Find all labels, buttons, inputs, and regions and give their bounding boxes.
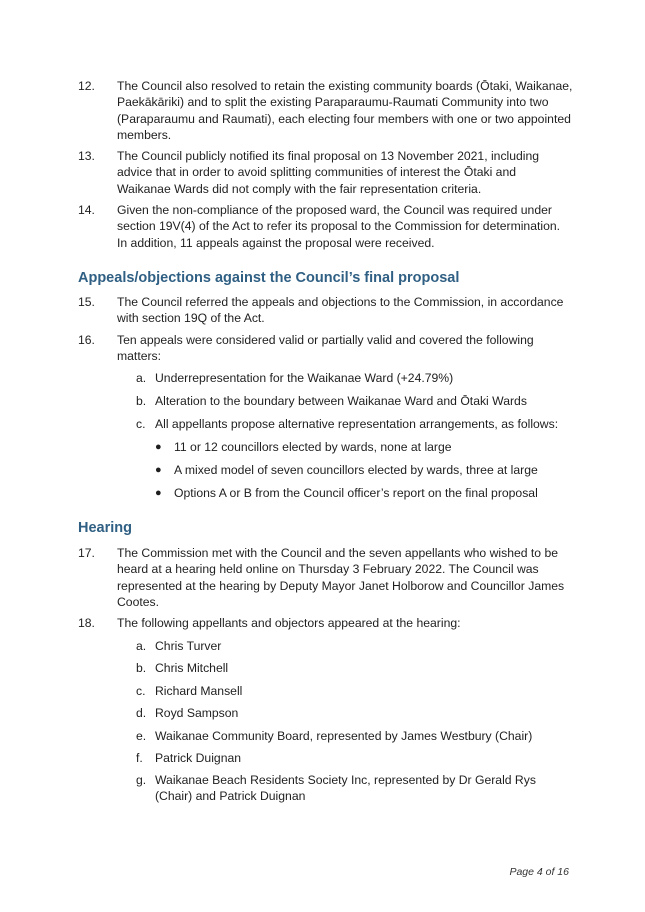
appellant-item: [136, 772, 576, 805]
bullet-text: A mixed model of seven councillors elected by wards, three at large: [174, 463, 538, 477]
list-item: [136, 416, 576, 432]
appellant-item: [136, 683, 576, 699]
paragraph-14: [78, 202, 573, 251]
paragraph-text: The Council referred the appeals and objections to the Commission, in accordance with section 19Q of the Act.: [117, 295, 564, 326]
list-item-label: f.: [136, 751, 143, 765]
appellant-name: Waikanae Community Board, represented by James Westbury (Chair): [155, 729, 533, 743]
paragraph-number: 13.: [78, 149, 95, 163]
list-item-text: Underrepresentation for the Waikanae Ward (+24.79%): [155, 371, 454, 385]
paragraph-number: 18.: [78, 616, 95, 630]
list-item-label: g.: [136, 773, 147, 787]
paragraph-text: Given the non-compliance of the proposed ward, the Council was required under section 19V(4) of the Act to refer its proposal to the Commission for determination. In addition, 11 appeals against the proposal were received.: [117, 203, 561, 250]
list-item-label: c.: [136, 684, 146, 698]
list-item-label: c.: [136, 417, 146, 431]
paragraph-text: The Council publicly notified its final proposal on 13 November 2021, including advice that in order to avoid splitting communities of interest the Ōtaki and Waikanae Wards did not comply with the fair representation criteria.: [117, 149, 540, 196]
paragraph-number: 14.: [78, 203, 95, 217]
page-number: Page 4 of 16: [509, 866, 569, 878]
appellant-item: [136, 728, 576, 744]
list-item-text: Alteration to the boundary between Waikanae Ward and Ōtaki Wards: [155, 394, 527, 408]
paragraph-13: [78, 148, 573, 197]
list-item-text: All appellants propose alternative representation arrangements, as follows:: [155, 417, 559, 431]
appellant-item: [136, 705, 576, 721]
list-item-label: d.: [136, 706, 147, 720]
paragraph-15: [78, 294, 573, 327]
bullet-icon: ●: [155, 441, 162, 453]
bullet-icon: ●: [155, 464, 162, 476]
paragraph-number: 17.: [78, 546, 95, 560]
appellant-name: Chris Turver: [155, 639, 222, 653]
list-item: [136, 370, 576, 386]
paragraph-text: Ten appeals were considered valid or partially valid and covered the following matters:: [117, 333, 534, 364]
list-item: [136, 393, 576, 409]
paragraph-18: [78, 615, 573, 631]
list-item-label: a.: [136, 639, 147, 653]
paragraph-number: 16.: [78, 333, 95, 347]
bullet-item: [155, 439, 575, 455]
paragraph-text: The following appellants and objectors appeared at the hearing:: [117, 616, 461, 630]
paragraph-text: The Council also resolved to retain the existing community boards (Ōtaki, Waikanae, Paekākāriki) and to split the existing Paraparaumu-Raumati Community into two (Paraparaumu and Raumati), each electing four members with one or two appointed members.: [117, 79, 573, 142]
paragraph-number: 12.: [78, 79, 95, 93]
appellant-name: Royd Sampson: [155, 706, 239, 720]
appellant-name: Richard Mansell: [155, 684, 243, 698]
appellant-name: Chris Mitchell: [155, 661, 229, 675]
paragraph-12: [78, 78, 573, 143]
bullet-item: [155, 462, 575, 478]
bullet-text: Options A or B from the Council officer’s report on the final proposal: [174, 486, 538, 500]
paragraph-16: [78, 332, 573, 365]
list-item-label: a.: [136, 371, 147, 385]
paragraph-number: 15.: [78, 295, 95, 309]
list-item-label: b.: [136, 661, 147, 675]
appellant-name: Waikanae Beach Residents Society Inc, represented by Dr Gerald Rys (Chair) and Patrick Duignan: [155, 773, 536, 804]
section-heading-appeals: Appeals/objections against the Council’s final proposal: [78, 270, 460, 286]
bullet-item: [155, 485, 575, 501]
appellant-name: Patrick Duignan: [155, 751, 242, 765]
list-item-label: e.: [136, 729, 147, 743]
paragraph-17: [78, 545, 573, 610]
appellant-item: [136, 660, 576, 676]
appellant-item: [136, 750, 576, 766]
list-item-label: b.: [136, 394, 147, 408]
appellant-item: [136, 638, 576, 654]
section-heading-hearing: Hearing: [78, 520, 132, 536]
paragraph-text: The Commission met with the Council and the seven appellants who wished to be heard at a hearing held online on Thursday 3 February 2022. The Council was represented at the hearing by Deputy Mayor Janet Holborow and Councillor James Cootes.: [117, 546, 565, 609]
bullet-text: 11 or 12 councillors elected by wards, none at large: [174, 440, 452, 454]
bullet-icon: ●: [155, 487, 162, 499]
